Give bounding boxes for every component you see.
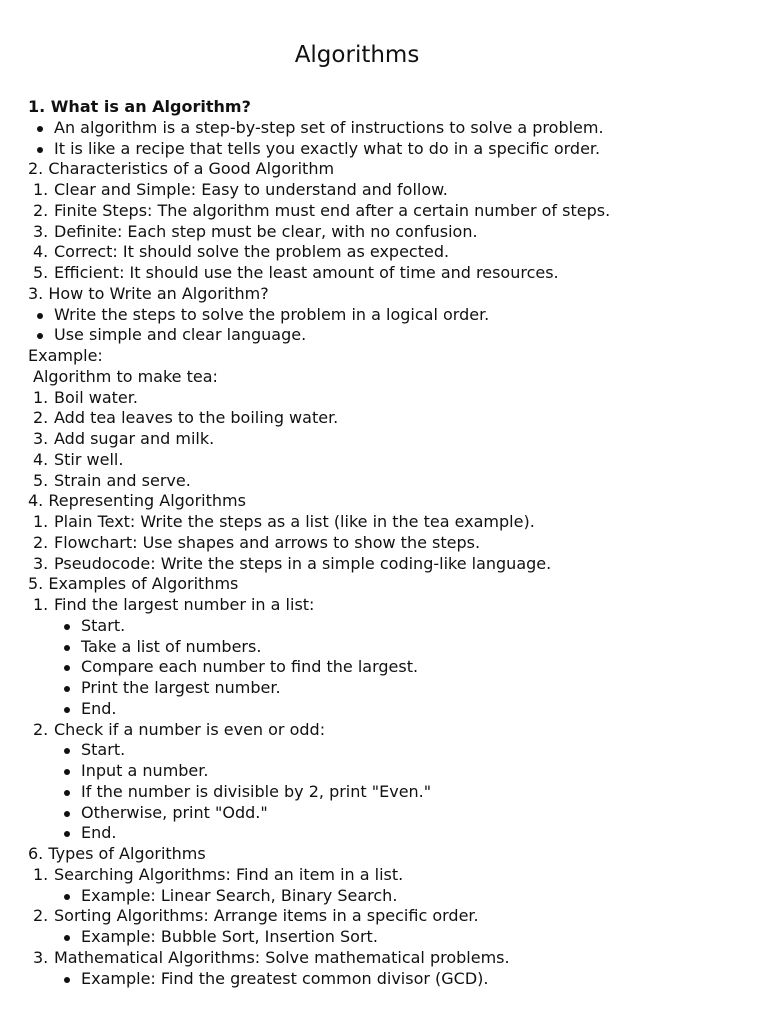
bullet-item	[28, 969, 748, 990]
numbered-item	[28, 865, 748, 886]
bullet-item	[28, 325, 748, 346]
bullet-item	[28, 118, 748, 139]
section-heading	[28, 97, 748, 118]
section-heading-text: 5. Examples of Algorithms	[28, 574, 239, 594]
item-number: 2.	[33, 532, 49, 552]
bullet-item	[28, 886, 748, 907]
numbered-item-text: Flowchart: Use shapes and arrows to show the steps.	[54, 532, 481, 552]
numbered-item-text: Find the largest number in a list:	[54, 595, 315, 614]
item-number: 4.	[33, 449, 49, 469]
bullet-icon	[64, 624, 70, 630]
text-line-text: Algorithm to make tea:	[33, 366, 218, 386]
numbered-item	[28, 429, 748, 450]
bullet-icon	[64, 977, 70, 983]
bullet-item-text: Use simple and clear language.	[54, 325, 307, 345]
numbered-item	[28, 180, 748, 201]
numbered-item-text: Definite: Each step must be clear, with no confusion.	[54, 221, 478, 241]
numbered-item	[28, 450, 748, 471]
bullet-item-text: Print the largest number.	[81, 678, 281, 697]
bullet-icon	[64, 769, 70, 775]
item-number: 3.	[33, 553, 49, 573]
numbered-item-text: Correct: It should solve the problem as expected.	[54, 242, 450, 262]
bullet-item-text: Example: Bubble Sort, Insertion Sort.	[81, 927, 378, 946]
numbered-item	[28, 595, 748, 616]
numbered-item-text: Efficient: It should use the least amount of time and resources.	[54, 263, 559, 282]
document-body	[28, 97, 748, 989]
section-heading-text: 6. Types of Algorithms	[28, 844, 206, 863]
numbered-item-text: Finite Steps: The algorithm must end after a certain number of steps.	[54, 200, 611, 220]
bullet-icon	[64, 894, 70, 900]
section-heading	[28, 844, 748, 865]
bullet-item-text: Compare each number to find the largest.	[81, 657, 419, 677]
numbered-item-text: Sorting Algorithms: Arrange items in a specific order.	[54, 906, 479, 926]
bullet-item-text: Write the steps to solve the problem in a logical order.	[54, 304, 490, 324]
numbered-item	[28, 263, 748, 284]
numbered-item	[28, 242, 748, 263]
bullet-item	[28, 657, 748, 678]
numbered-item-text: Searching Algorithms: Find an item in a list.	[54, 864, 404, 884]
bullet-icon	[64, 665, 70, 671]
numbered-item	[28, 222, 748, 243]
item-number: 3.	[33, 221, 49, 241]
bullet-icon	[37, 333, 43, 339]
item-number: 5.	[33, 470, 49, 490]
bullet-icon	[64, 811, 70, 817]
bullet-item-text: Otherwise, print "Odd."	[81, 802, 268, 822]
item-number: 2.	[33, 408, 49, 428]
numbered-item-text: Stir well.	[54, 449, 124, 469]
bullet-icon	[37, 313, 43, 319]
numbered-item-text: Boil water.	[54, 387, 138, 407]
numbered-item-text: Check if a number is even or odd:	[54, 719, 326, 739]
bullet-item-text: Example: Linear Search, Binary Search.	[81, 885, 398, 905]
bullet-item	[28, 699, 748, 720]
bullet-icon	[64, 935, 70, 941]
item-number: 3.	[33, 947, 49, 967]
bullet-item	[28, 616, 748, 637]
section-heading	[28, 491, 748, 512]
bullet-item	[28, 927, 748, 948]
numbered-item	[28, 533, 748, 554]
numbered-item	[28, 906, 748, 927]
numbered-item	[28, 408, 748, 429]
item-number: 1.	[33, 595, 49, 614]
numbered-item	[28, 388, 748, 409]
item-number: 1.	[33, 864, 49, 884]
numbered-item-text: Strain and serve.	[54, 470, 191, 490]
item-number: 5.	[33, 263, 49, 282]
item-number: 3.	[33, 429, 49, 448]
section-heading-text: 2. Characteristics of a Good Algorithm	[28, 159, 335, 179]
section-heading	[28, 284, 748, 305]
bullet-icon	[37, 126, 43, 132]
numbered-item-text: Clear and Simple: Easy to understand and follow.	[54, 180, 448, 199]
item-number: 1.	[33, 180, 49, 199]
bullet-item	[28, 761, 748, 782]
bullet-icon	[37, 147, 43, 153]
section-heading-text: 3. How to Write an Algorithm?	[28, 283, 269, 303]
numbered-item	[28, 554, 748, 575]
bullet-item-text: It is like a recipe that tells you exactly what to do in a specific order.	[54, 138, 601, 158]
bullet-item-text: End.	[81, 698, 117, 718]
section-heading-text: Example:	[28, 346, 103, 365]
numbered-item-text: Pseudocode: Write the steps in a simple coding-like language.	[54, 553, 552, 573]
numbered-item-text: Plain Text: Write the steps as a list (like in the tea example).	[54, 512, 535, 531]
numbered-item-text: Add sugar and milk.	[54, 429, 215, 448]
item-number: 2.	[33, 719, 49, 739]
item-number: 2.	[33, 200, 49, 220]
bullet-item	[28, 139, 748, 160]
bullet-icon	[64, 790, 70, 796]
bullet-item-text: Take a list of numbers.	[81, 636, 262, 656]
item-number: 1.	[33, 512, 49, 531]
bullet-icon	[64, 707, 70, 713]
bullet-item	[28, 782, 748, 803]
numbered-item	[28, 948, 748, 969]
bullet-icon	[64, 645, 70, 651]
bullet-item	[28, 678, 748, 699]
text-line	[28, 367, 748, 388]
bullet-icon	[64, 686, 70, 692]
numbered-item	[28, 512, 748, 533]
bullet-item-text: End.	[81, 823, 117, 843]
item-number: 4.	[33, 242, 49, 262]
item-number: 1.	[33, 387, 49, 407]
numbered-item	[28, 471, 748, 492]
section-heading-text: 4. Representing Algorithms	[28, 491, 246, 511]
bullet-item-text: Start.	[81, 740, 126, 760]
section-heading-text: 1. What is an Algorithm?	[28, 97, 251, 116]
bullet-icon	[64, 831, 70, 837]
bullet-item	[28, 803, 748, 824]
page-title: Algorithms	[294, 42, 420, 68]
bullet-item-text: Start.	[81, 615, 126, 635]
bullet-item-text: An algorithm is a step-by-step set of instructions to solve a problem.	[54, 117, 604, 137]
numbered-item	[28, 720, 748, 741]
numbered-item-text: Add tea leaves to the boiling water.	[54, 408, 339, 428]
bullet-item-text: If the number is divisible by 2, print "Even."	[81, 781, 432, 801]
numbered-item	[28, 201, 748, 222]
section-heading	[28, 159, 748, 180]
bullet-item	[28, 823, 748, 844]
section-heading	[28, 346, 748, 367]
bullet-item	[28, 305, 748, 326]
bullet-item-text: Input a number.	[81, 761, 209, 780]
section-heading	[28, 574, 748, 595]
numbered-item-text: Mathematical Algorithms: Solve mathematical problems.	[54, 947, 510, 967]
bullet-item	[28, 637, 748, 658]
bullet-icon	[64, 748, 70, 754]
bullet-item-text: Example: Find the greatest common divisor (GCD).	[81, 968, 489, 988]
item-number: 2.	[33, 906, 49, 926]
bullet-item	[28, 740, 748, 761]
